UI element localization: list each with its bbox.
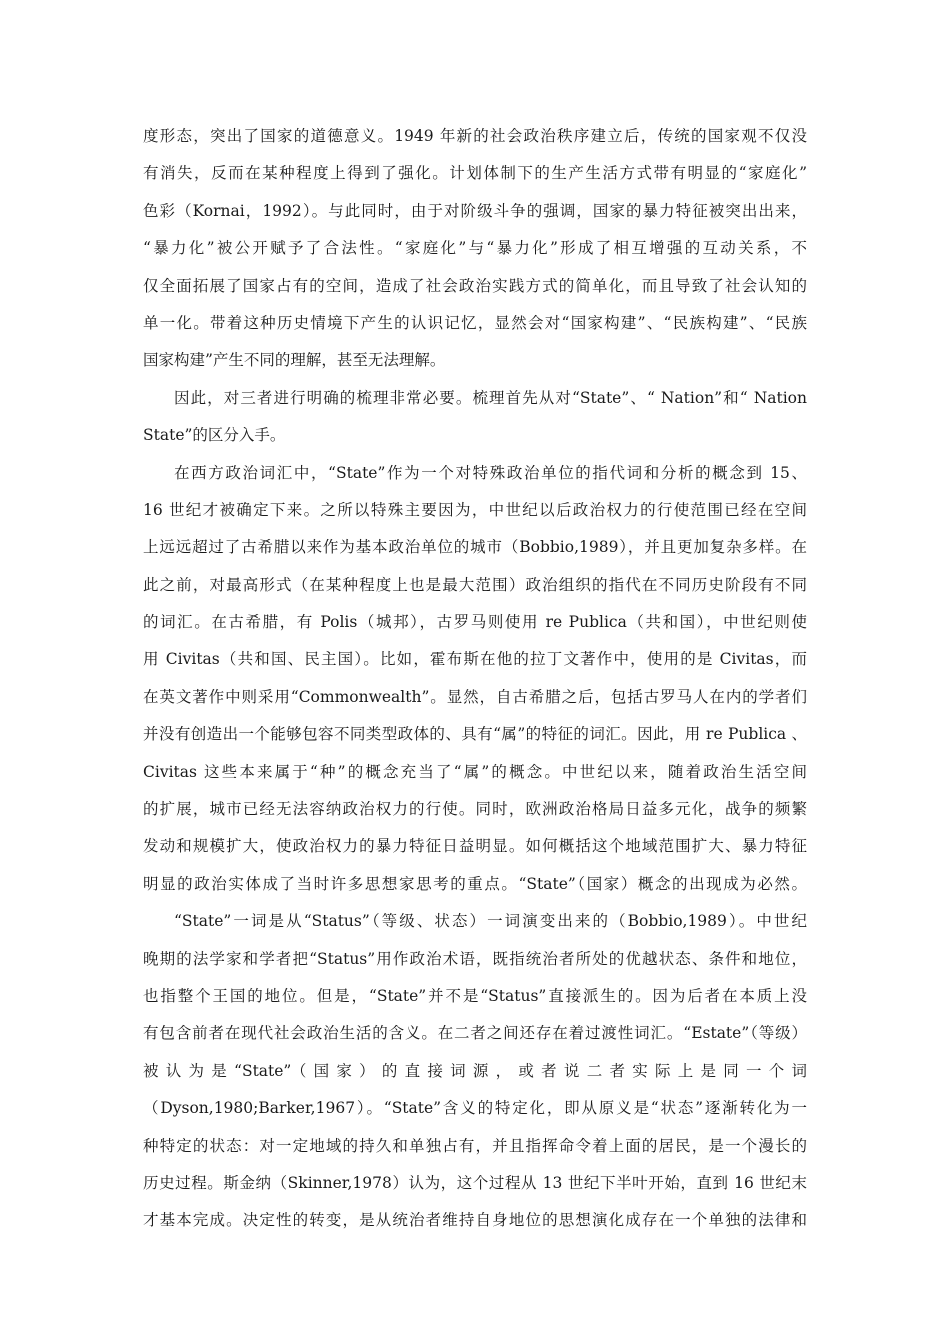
text-line: 被认为是“State”（国家）的直接词源，或者说二者实际上是同一个词 [143,1061,807,1080]
text-line: 有消失，反而在某种程度上得到了强化。计划体制下的生产生活方式带有明显的“家庭化” [143,164,807,183]
body-text [143,118,807,1240]
text-line: 才基本完成。决定性的转变，是从统治者维持自身地位的思想演化成存在一个单独的法律和 [143,1211,807,1230]
text-line: 用 Civitas（共和国、民主国）。比如，霍布斯在他的拉丁文著作中，使用的是 Civitas，而 [143,650,807,669]
text-line: 此之前，对最高形式（在某种程度上也是最大范围）政治组织的指代在不同历史阶段有不同 [143,575,807,594]
text-line: 也指整个王国的地位。但是，“State”并不是“Status”直接派生的。因为后者在本质上没 [143,986,807,1005]
text-line: 明显的政治实体成了当时许多思想家思考的重点。“State”（国家）概念的出现成为必然。 [143,874,807,893]
text-line: State”的区分入手。 [143,426,286,445]
text-line: 仅全面拓展了国家占有的空间，造成了社会政治实践方式的简单化，而且导致了社会认知的 [143,276,807,295]
text-line: 因此，对三者进行明确的梳理非常必要。梳理首先从对“State”、“ Nation”和“ Nation [174,388,807,407]
text-line: 晚期的法学家和学者把“Status”用作政治术语，既指统治者所处的优越状态、条件和地位， [143,949,807,968]
text-line: （Dyson,1980;Barker,1967）。“State”含义的特定化，即从原义是“状态”逐渐转化为一 [143,1099,807,1118]
text-line: “State”一词是从“Status”（等级、状态）一词演变出来的（Bobbio,1989）。中世纪 [174,912,807,931]
text-line: 度形态，突出了国家的道德意义。1949 年新的社会政治秩序建立后，传统的国家观不仅没 [143,127,807,145]
text-line: 国家构建”产生不同的理解，甚至无法理解。 [143,351,446,370]
text-line: “暴力化”被公开赋予了合法性。“家庭化”与“暴力化”形成了相互增强的互动关系，不 [143,239,807,258]
text-line: Civitas 这些本来属于“种”的概念充当了“属”的概念。中世纪以来，随着政治生活空间 [143,762,807,781]
text-line: 种特定的状态：对一定地域的持久和单独占有，并且指挥命令着上面的居民，是一个漫长的 [143,1136,807,1155]
text-line: 在英文著作中则采用“Commonwealth”。显然，自古希腊之后，包括古罗马人在内的学者们 [143,687,807,706]
text-line: 发动和规模扩大，使政治权力的暴力特征日益明显。如何概括这个地域范围扩大、暴力特征 [143,837,807,856]
text-line: 单一化。带着这种历史情境下产生的认识记忆，显然会对“国家构建”、“民族构建”、“民族 [143,313,807,332]
text-line: 上远远超过了古希腊以来作为基本政治单位的城市（Bobbio,1989），并且更加复杂多样。在 [143,538,807,557]
text-line: 在西方政治词汇中，“State”作为一个对特殊政治单位的指代词和分析的概念到 15、 [174,463,807,482]
text-line: 并没有创造出一个能够包容不同类型政体的、具有“属”的特征的词汇。因此，用 re Publica 、 [143,725,807,744]
text-line: 的扩展，城市已经无法容纳政治权力的行使。同时，欧洲政治格局日益多元化，战争的频繁 [143,800,807,819]
text-line: 16 世纪才被确定下来。之所以特殊主要因为，中世纪以后政治权力的行使范围已经在空间 [143,500,807,519]
text-line: 色彩（Kornai，1992）。与此同时，由于对阶级斗争的强调，国家的暴力特征被突出出来， [143,201,807,220]
text-line: 历史过程。斯金纳（Skinner,1978）认为，这个过程从 13 世纪下半叶开始，直到 16 世纪末 [143,1173,807,1192]
text-line: 的词汇。在古希腊，有 Polis（城邦），古罗马则使用 re Publica（共和国），中世纪则使 [143,613,807,632]
text-line: 有包含前者在现代社会政治生活的含义。在二者之间还存在着过渡性词汇。“Estate”（等级） [143,1024,807,1043]
